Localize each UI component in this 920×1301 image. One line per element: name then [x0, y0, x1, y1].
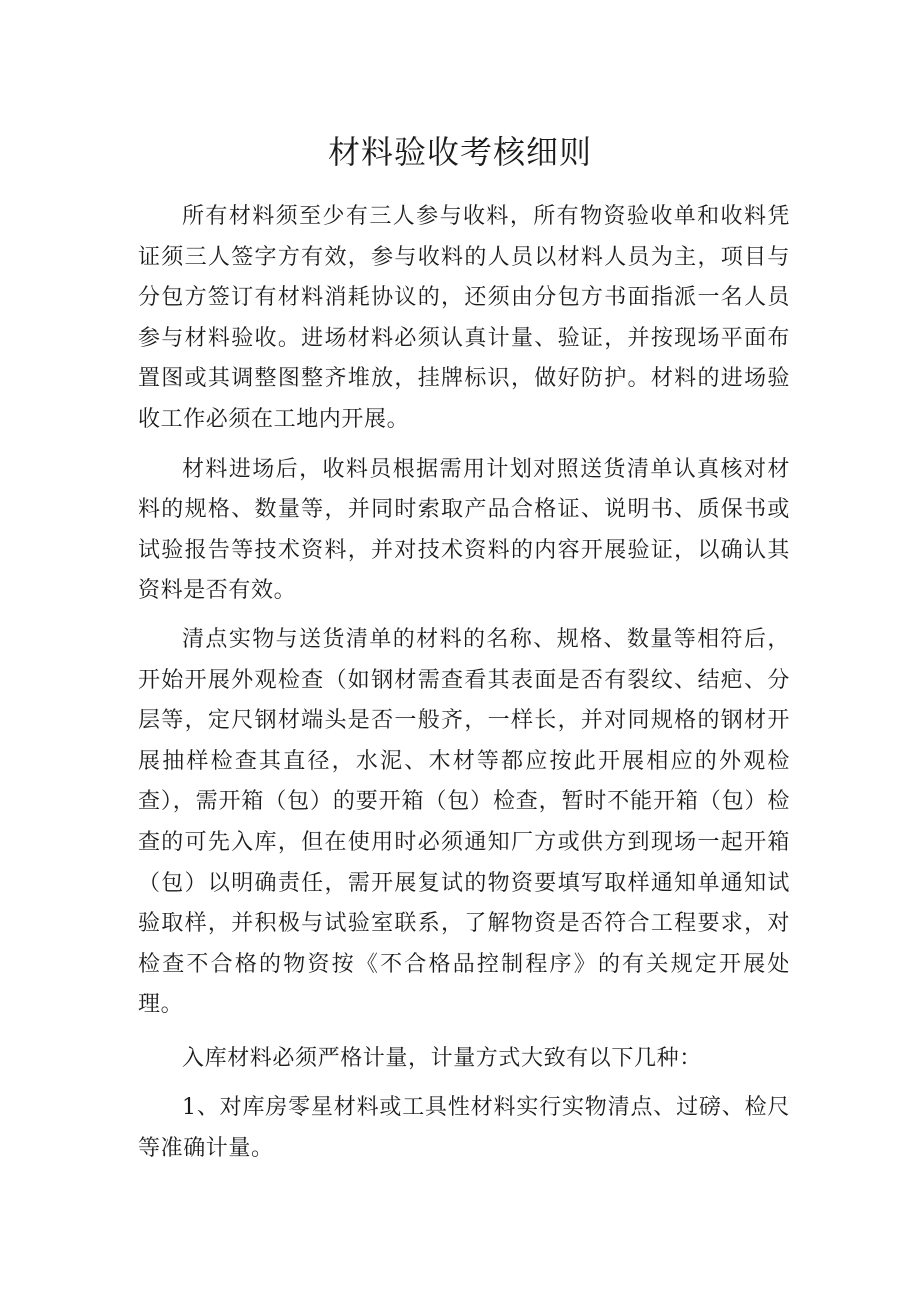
paragraph-measurement-item-1: 1、对库房零星材料或工具性材料实行实物清点、过磅、检尺等准确计量。: [138, 1095, 790, 1162]
document-body: [138, 197, 790, 1170]
paragraph-acceptance-personnel: 所有材料须至少有三人参与收料，所有物资验收单和收料凭证须三人签字方有效，参与收料的人员以材料人员为主，项目与分包方签订有材料消耗协议的，还须由分包方书面指派一名人员参与材料验收。进场材料必须认真计量、验证，并按现场平面布置图或其调整图整齐堆放，挂牌标识，做好防护。材料的进场验收工作必须在工地内开展。: [138, 204, 790, 432]
paragraph-visual-inspection: 清点实物与送货清单的材料的名称、规格、数量等相符后，开始开展外观检查（如钢材需查看其表面是否有裂纹、结疤、分层等，定尺钢材端头是否一般齐，一样长，并对同规格的钢材开展抽样检查其直径，水泥、木材等都应按此开展相应的外观检查），需开箱（包）的要开箱（包）检查，暂时不能开箱（包）检查的可先入库，但在使用时必须通知厂方或供方到现场一起开箱（包）以明确责任，需开展复试的物资要填写取样通知单通知试验取样，并积极与试验室联系，了解物资是否符合工程要求，对检查不合格的物资按《不合格品控制程序》的有关规定开展处理。: [138, 626, 790, 1018]
document-title: 材料验收考核细则: [327, 133, 592, 171]
paragraph-material-check: 材料进场后，收料员根据需用计划对照送货清单认真核对材料的规格、数量等，并同时索取产品合格证、说明书、质保书或试验报告等技术资料，并对技术资料的内容开展验证，以确认其资料是否有效。: [138, 456, 790, 604]
paragraph-measurement-intro: 入库材料必须严格计量，计量方式大致有以下几种：: [182, 1045, 702, 1071]
